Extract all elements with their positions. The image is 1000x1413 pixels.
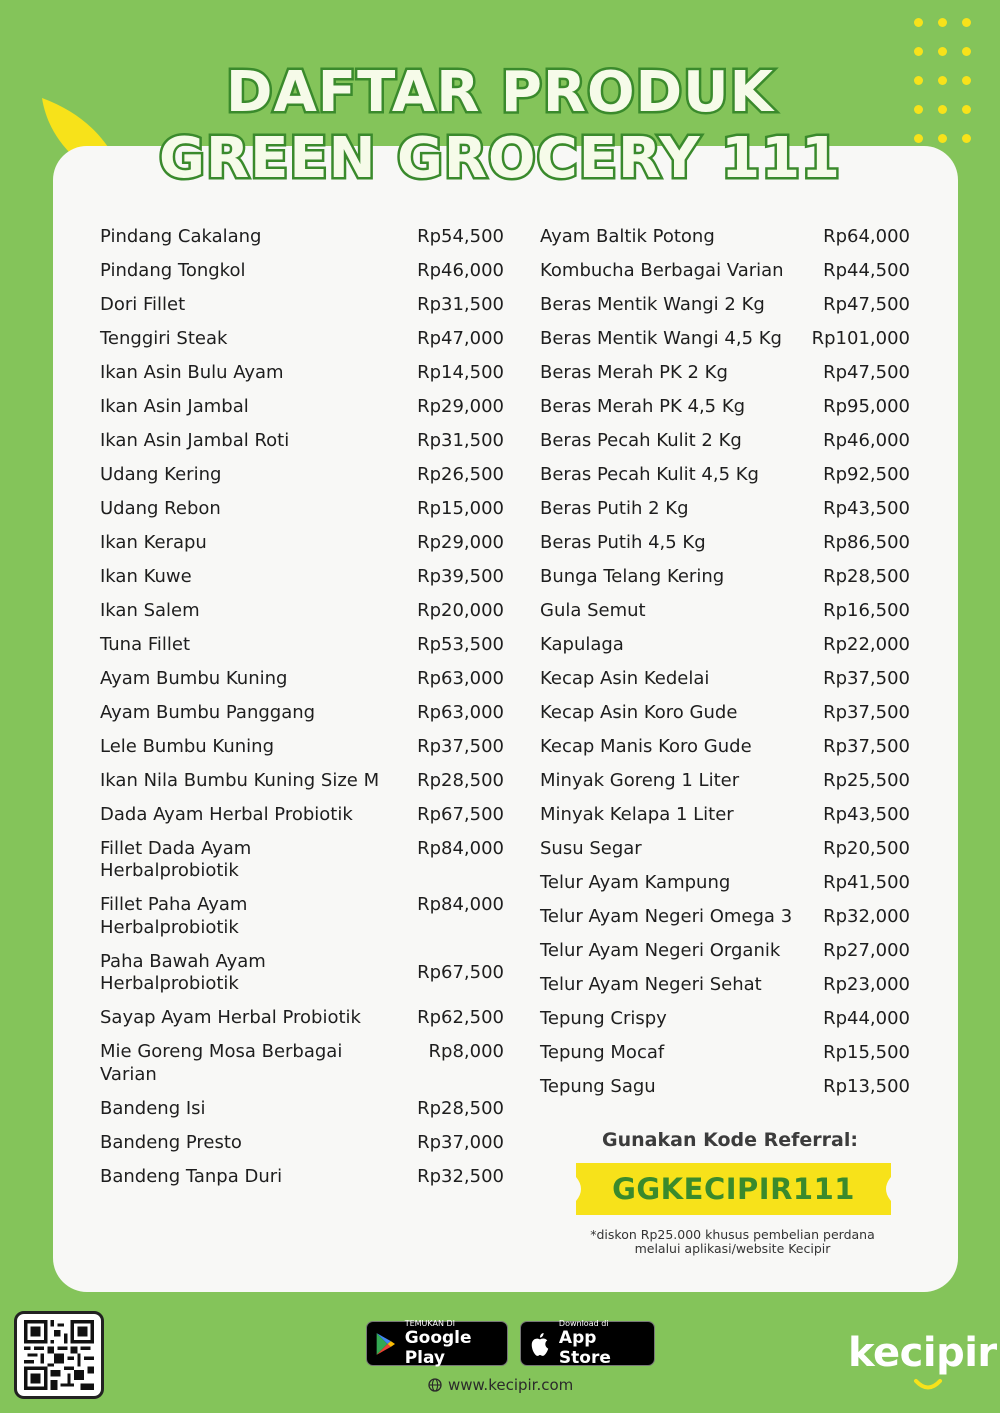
product-row (540, 492, 910, 526)
product-name: Bandeng Presto (100, 1131, 242, 1153)
product-row (540, 560, 910, 594)
website-link[interactable] (428, 1376, 573, 1394)
product-price: Rp8,000 (428, 1041, 504, 1063)
product-name: Udang Rebon (100, 497, 221, 519)
app-store-small-text: Download di (558, 1319, 609, 1328)
product-row (100, 288, 504, 322)
product-name: Udang Kering (100, 463, 222, 485)
product-name: Gula Semut (540, 599, 646, 621)
product-price: Rp22,000 (823, 633, 910, 655)
product-price: Rp37,500 (823, 701, 910, 723)
product-price: Rp86,500 (823, 531, 910, 553)
product-row (100, 594, 504, 628)
product-price: Rp43,500 (823, 803, 910, 825)
product-name: Ikan Kuwe (100, 565, 192, 587)
product-price: Rp39,500 (417, 565, 504, 587)
product-name: Kecap Manis Koro Gude (540, 735, 752, 757)
google-play-label: Google Play (404, 1328, 472, 1368)
product-price: Rp67,500 (417, 803, 504, 825)
product-name: Susu Segar (540, 837, 642, 859)
product-price: Rp25,500 (823, 769, 910, 791)
product-name: Minyak Kelapa 1 Liter (540, 803, 734, 825)
product-name: Minyak Goreng 1 Liter (540, 769, 740, 791)
product-name: Beras Mentik Wangi 2 Kg (540, 293, 765, 315)
product-name: Dada Ayam Herbal Probiotik (100, 803, 353, 825)
google-play-small-text: TEMUKAN DI (404, 1319, 456, 1328)
product-name: Beras Merah PK 2 Kg (540, 361, 728, 383)
product-name: Telur Ayam Negeri Organik (540, 939, 781, 961)
product-row (100, 730, 504, 764)
product-price: Rp20,000 (417, 599, 504, 621)
product-price: Rp47,000 (417, 327, 504, 349)
product-name: Ayam Bumbu Panggang (100, 701, 316, 723)
globe-icon (428, 1378, 442, 1392)
product-row (100, 424, 504, 458)
product-price: Rp46,000 (417, 259, 504, 281)
product-name: Paha Bawah Ayam Herbalprobiotik (100, 950, 266, 995)
right-product-list (540, 220, 910, 1104)
product-price: Rp84,000 (417, 894, 504, 916)
logo-smile-icon (913, 1378, 943, 1392)
product-name: Beras Putih 2 Kg (540, 497, 689, 519)
product-name: Telur Ayam Kampung (540, 871, 731, 893)
product-price: Rp62,500 (417, 1007, 504, 1029)
product-price: Rp54,500 (417, 225, 504, 247)
product-name: Kecap Asin Kedelai (540, 667, 710, 689)
product-row (540, 356, 910, 390)
product-name: Fillet Paha Ayam Herbalprobiotik (100, 894, 248, 938)
product-name: Kapulaga (540, 633, 624, 655)
product-row (100, 1160, 504, 1194)
product-name: Pindang Cakalang (100, 225, 262, 247)
product-row (100, 220, 504, 254)
product-name: Mie Goreng Mosa Berbagai Varian (100, 1041, 343, 1085)
product-row (540, 1002, 910, 1036)
product-row (540, 1070, 910, 1104)
title-line-1: DAFTAR PRODUK (225, 60, 774, 125)
product-name: Ikan Asin Jambal Roti (100, 429, 290, 451)
product-row (100, 356, 504, 390)
product-price: Rp37,500 (823, 735, 910, 757)
product-price: Rp43,500 (823, 497, 910, 519)
qr-code (14, 1311, 104, 1399)
product-name: Ikan Salem (100, 599, 200, 621)
product-price: Rp31,500 (417, 429, 504, 451)
product-row (100, 560, 504, 594)
product-row (540, 288, 910, 322)
product-price: Rp31,500 (417, 293, 504, 315)
product-row (540, 526, 910, 560)
product-name: Fillet Dada Ayam Herbalprobiotik (100, 837, 252, 882)
product-name: Kecap Asin Koro Gude (540, 701, 738, 723)
product-row (540, 220, 910, 254)
product-price: Rp44,000 (823, 1007, 910, 1029)
product-row (100, 1092, 504, 1126)
product-name: Pindang Tongkol (100, 259, 246, 281)
product-price: Rp64,000 (823, 225, 910, 247)
product-price: Rp67,500 (417, 962, 504, 983)
product-row (540, 662, 910, 696)
product-price: Rp101,000 (811, 327, 910, 349)
product-row (100, 458, 504, 492)
product-name: Tepung Sagu (540, 1075, 656, 1097)
product-row (100, 1002, 504, 1036)
product-price: Rp47,500 (823, 293, 910, 315)
product-price: Rp26,500 (417, 463, 504, 485)
product-price: Rp16,500 (823, 599, 910, 621)
product-name: Tuna Fillet (100, 633, 191, 655)
product-row (540, 1036, 910, 1070)
product-price: Rp27,000 (823, 939, 910, 961)
product-row (540, 764, 910, 798)
product-price: Rp37,000 (417, 1131, 504, 1153)
product-row (540, 968, 910, 1002)
product-price: Rp28,500 (417, 769, 504, 791)
product-name: Sayap Ayam Herbal Probiotik (100, 1007, 361, 1029)
product-row (540, 458, 910, 492)
title-line-2: GREEN GROCERY 111 (159, 126, 841, 191)
product-name: Telur Ayam Negeri Omega 3 (540, 905, 793, 927)
product-name: Beras Putih 4,5 Kg (540, 531, 706, 553)
product-row (100, 662, 504, 696)
apple-icon (529, 1330, 551, 1358)
product-name: Tepung Mocaf (540, 1041, 665, 1063)
product-name: Ikan Kerapu (100, 531, 207, 553)
product-price: Rp47,500 (823, 361, 910, 383)
product-name: Ikan Asin Bulu Ayam (100, 361, 284, 383)
product-name: Tepung Crispy (540, 1007, 667, 1029)
product-price: Rp15,500 (823, 1041, 910, 1063)
product-price: Rp44,500 (823, 259, 910, 281)
product-name: Lele Bumbu Kuning (100, 735, 274, 757)
product-name: Bandeng Isi (100, 1097, 206, 1119)
referral-note (560, 1228, 905, 1256)
product-price: Rp53,500 (417, 633, 504, 655)
product-row (540, 934, 910, 968)
product-price: Rp37,500 (417, 735, 504, 757)
product-row (100, 832, 504, 889)
product-price: Rp32,000 (823, 905, 910, 927)
product-row (100, 1126, 504, 1160)
product-row (540, 390, 910, 424)
referral-code-banner (576, 1163, 891, 1215)
product-price: Rp29,000 (417, 395, 504, 417)
product-name: Beras Merah PK 4,5 Kg (540, 395, 746, 417)
product-row (100, 764, 504, 798)
product-row (540, 730, 910, 764)
product-name: Beras Pecah Kulit 4,5 Kg (540, 463, 759, 485)
product-row (540, 696, 910, 730)
product-price: Rp63,000 (417, 667, 504, 689)
product-row (540, 254, 910, 288)
product-row (540, 832, 910, 866)
product-name: Bunga Telang Kering (540, 565, 725, 587)
page-title (0, 60, 1000, 192)
product-name: Ayam Baltik Potong (540, 225, 715, 247)
product-name: Dori Fillet (100, 293, 186, 315)
app-store-button[interactable] (520, 1321, 655, 1366)
product-price: Rp28,500 (417, 1097, 504, 1119)
product-name: Beras Pecah Kulit 2 Kg (540, 429, 742, 451)
product-name: Beras Mentik Wangi 4,5 Kg (540, 327, 782, 349)
product-name: Kombucha Berbagai Varian (540, 259, 784, 281)
product-price: Rp41,500 (823, 871, 910, 893)
product-price: Rp14,500 (417, 361, 504, 383)
product-name: Ikan Nila Bumbu Kuning Size M (100, 769, 380, 791)
product-row (540, 900, 910, 934)
product-row (100, 254, 504, 288)
product-name: Ikan Asin Jambal (100, 395, 249, 417)
product-price: Rp92,500 (823, 463, 910, 485)
product-name: Ayam Bumbu Kuning (100, 667, 288, 689)
product-price: Rp63,000 (417, 701, 504, 723)
product-row (100, 798, 504, 832)
product-row (100, 492, 504, 526)
product-name: Bandeng Tanpa Duri (100, 1165, 283, 1187)
product-price: Rp95,000 (823, 395, 910, 417)
product-price: Rp20,500 (823, 837, 910, 859)
product-row (100, 322, 504, 356)
product-row (540, 628, 910, 662)
qr-code-icon (23, 1320, 95, 1390)
product-row (100, 628, 504, 662)
product-price: Rp46,000 (823, 429, 910, 451)
product-name: Tenggiri Steak (100, 327, 228, 349)
google-play-button[interactable] (366, 1321, 508, 1366)
product-row (540, 798, 910, 832)
product-row (100, 390, 504, 424)
left-product-list (100, 220, 504, 1194)
product-row (540, 866, 910, 900)
product-price: Rp32,500 (417, 1165, 504, 1187)
product-price: Rp28,500 (823, 565, 910, 587)
product-row (100, 889, 504, 946)
product-row (100, 526, 504, 560)
google-play-icon (375, 1330, 397, 1358)
website-text: www.kecipir.com (448, 1376, 574, 1394)
product-row (100, 1036, 504, 1093)
product-row (540, 322, 910, 356)
product-price: Rp23,000 (823, 973, 910, 995)
product-row (540, 424, 910, 458)
app-store-label: App Store (558, 1328, 611, 1368)
referral-code: GGKECIPIR111 (612, 1172, 855, 1206)
product-price: Rp37,500 (823, 667, 910, 689)
product-price: Rp13,500 (823, 1075, 910, 1097)
product-row (100, 945, 504, 1002)
referral-note-line-1: *diskon Rp25.000 khusus pembelian perdana (590, 1227, 875, 1242)
brand-logo: kecipir (848, 1330, 997, 1376)
product-price: Rp15,000 (417, 497, 504, 519)
product-name: Telur Ayam Negeri Sehat (540, 973, 762, 995)
product-row (100, 696, 504, 730)
product-price: Rp84,000 (417, 837, 504, 859)
referral-label: Gunakan Kode Referral: (602, 1129, 858, 1151)
product-row (540, 594, 910, 628)
product-price: Rp29,000 (417, 531, 504, 553)
referral-note-line-2: melalui aplikasi/website Kecipir (634, 1241, 831, 1256)
